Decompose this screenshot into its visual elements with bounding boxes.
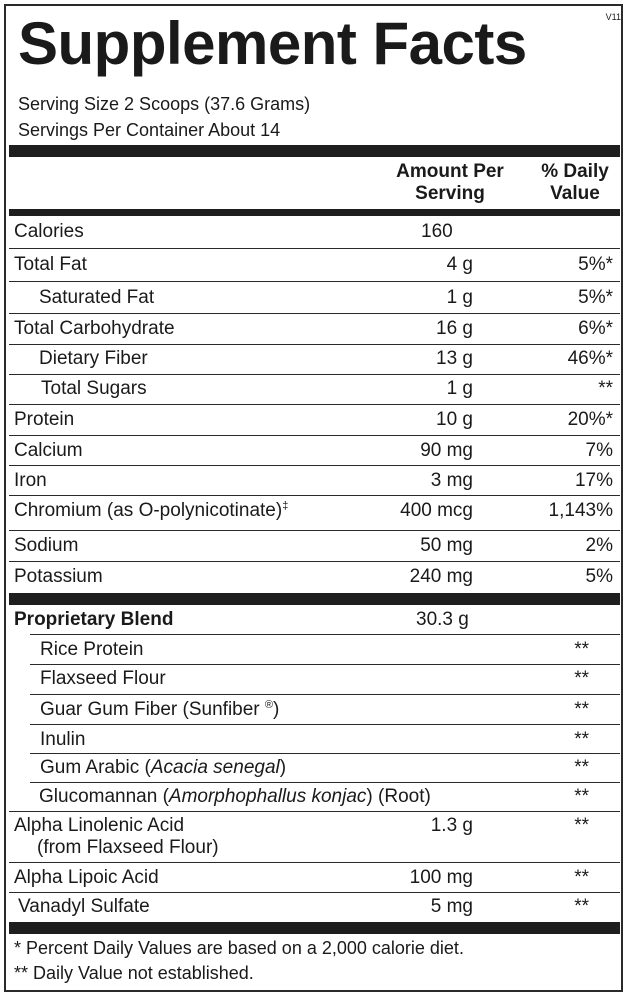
- nutrient-dv: 2%: [585, 535, 613, 556]
- ingredient-name: Inulin: [40, 729, 86, 750]
- ingredient-name: Alpha Lipoic Acid: [14, 867, 159, 888]
- nutrient-name: Dietary Fiber: [39, 348, 148, 369]
- amount-header-line1: Amount Per: [396, 161, 504, 182]
- nutrient-row-potassium: [0, 567, 631, 587]
- panel-title: Supplement Facts: [18, 10, 527, 77]
- arabic-pre: Gum Arabic (: [40, 757, 151, 778]
- double-dagger-mark: ‡: [282, 500, 289, 512]
- blend-row-gum-arabic: [0, 758, 631, 778]
- footnote-not-established: ** Daily Value not established.: [14, 963, 254, 983]
- nutrient-name: Total Carbohydrate: [14, 318, 175, 339]
- nutrient-name: [14, 501, 288, 523]
- ingredient-name: Flaxseed Flour: [40, 668, 166, 689]
- nutrient-name: Sodium: [14, 535, 79, 556]
- nutrient-name: Calcium: [14, 440, 83, 461]
- nutrient-dv: 5%: [585, 566, 613, 587]
- thick-rule-bottom: [9, 922, 620, 934]
- ingredient-name: [40, 700, 279, 722]
- serving-size: Serving Size 2 Scoops (37.6 Grams): [18, 94, 311, 114]
- nutrient-dv: 6%*: [578, 318, 613, 339]
- ingredient-name-line1: Alpha Linolenic Acid: [14, 815, 185, 836]
- nutrient-amount: 13 g: [436, 348, 473, 369]
- guar-close: ): [273, 699, 280, 720]
- nutrient-row-saturated-fat: [0, 288, 631, 308]
- nutrient-dv: 46%*: [567, 348, 613, 369]
- row-divider: [30, 724, 620, 725]
- row-divider: [9, 281, 620, 282]
- ingredient-dv: **: [574, 867, 589, 888]
- nutrient-row-sodium: [0, 536, 631, 556]
- row-divider: [30, 782, 620, 783]
- blend-row-guar-gum: [0, 700, 631, 720]
- servings-per-container: Servings Per Container About 14: [18, 120, 281, 140]
- row-divider: [9, 435, 620, 436]
- nutrient-row-calories: [0, 222, 631, 242]
- row-divider: [9, 465, 620, 466]
- row-divider: [9, 561, 620, 562]
- nutrient-row-calcium: [0, 441, 631, 461]
- ingredient-amount: 1.3 g: [430, 815, 473, 836]
- row-divider: [30, 753, 620, 754]
- ingredient-dv: **: [574, 757, 589, 778]
- blend-row-glucomannan: [0, 787, 631, 807]
- nutrient-dv: 20%*: [567, 409, 613, 430]
- nutrient-row-total-sugars: [0, 379, 631, 399]
- nutrient-row-total-carbohydrate: [0, 319, 631, 339]
- row-divider: [9, 862, 620, 863]
- arabic-latin-name: Acacia senegal: [150, 757, 280, 778]
- blend-row-inulin: [0, 730, 631, 750]
- ingredient-name: [39, 787, 431, 807]
- nutrient-amount: 4 g: [446, 254, 473, 275]
- ingredient-dv: **: [574, 639, 589, 660]
- ingredient-name: Rice Protein: [40, 639, 144, 660]
- ingredient-name-line2: (from Flaxseed Flour): [37, 837, 219, 858]
- ingredient-dv: **: [574, 668, 589, 689]
- blend-amount: 30.3 g: [416, 609, 469, 630]
- row-divider: [9, 313, 620, 314]
- thick-rule-top: [9, 145, 620, 157]
- ingredient-dv: **: [574, 786, 589, 807]
- row-divider: [9, 374, 620, 375]
- nutrient-row-chromium: [0, 501, 631, 521]
- blend-row-rice-protein: [0, 640, 631, 660]
- nutrient-amount: 160: [421, 221, 453, 242]
- ingredient-name: [40, 758, 286, 778]
- nutrient-dv: 5%*: [578, 287, 613, 308]
- amount-header-line2: Serving: [415, 183, 485, 204]
- row-divider: [30, 694, 620, 695]
- row-divider: [30, 634, 620, 635]
- blend-row-flaxseed-flour: [0, 669, 631, 689]
- dv-header-line2: Value: [550, 183, 600, 204]
- daily-value-header: [530, 161, 620, 205]
- nutrient-name: Protein: [14, 409, 75, 430]
- gluco-latin-name: Amorphophallus konjac: [168, 786, 367, 807]
- nutrient-amount: 3 mg: [430, 470, 473, 491]
- nutrient-name: Saturated Fat: [39, 287, 155, 308]
- nutrient-dv: **: [598, 378, 613, 399]
- row-divider: [9, 530, 620, 531]
- chromium-label: Chromium (as O-polynicotinate): [14, 500, 283, 521]
- other-row-alpha-lipoic: [0, 868, 631, 888]
- nutrient-row-iron: [0, 471, 631, 491]
- other-row-alpha-linolenic: [0, 816, 631, 860]
- ingredient-dv: **: [574, 815, 589, 836]
- gluco-post: ) (Root): [366, 786, 431, 807]
- nutrient-amount: 10 g: [436, 409, 473, 430]
- gluco-pre: Glucomannan (: [39, 786, 169, 807]
- thick-rule-header: [9, 209, 620, 216]
- blend-row-proprietary: [0, 610, 631, 630]
- row-divider: [9, 344, 620, 345]
- nutrient-row-dietary-fiber: [0, 349, 631, 369]
- footnote-daily-values: * Percent Daily Values are based on a 2,000 calorie diet.: [14, 938, 464, 958]
- nutrient-amount: 50 mg: [420, 535, 473, 556]
- nutrient-amount: 1 g: [446, 378, 473, 399]
- dv-header-line1: % Daily: [541, 161, 609, 182]
- ingredient-dv: **: [574, 729, 589, 750]
- guar-label: Guar Gum Fiber (Sunfiber: [40, 699, 260, 720]
- row-divider: [9, 811, 620, 812]
- nutrient-name: Iron: [14, 470, 47, 491]
- nutrient-name: Total Fat: [14, 254, 87, 275]
- ingredient-amount: 100 mg: [409, 867, 473, 888]
- row-divider: [9, 248, 620, 249]
- nutrient-amount: 16 g: [436, 318, 473, 339]
- nutrient-amount: 90 mg: [420, 440, 473, 461]
- nutrient-amount: 240 mg: [409, 566, 473, 587]
- version-code: V11: [605, 12, 621, 22]
- nutrient-name: Total Sugars: [41, 378, 147, 399]
- nutrient-amount: 1 g: [446, 287, 473, 308]
- nutrient-row-protein: [0, 410, 631, 430]
- row-divider: [30, 664, 620, 665]
- nutrient-dv: 17%: [574, 470, 613, 491]
- ingredient-amount: 5 mg: [430, 896, 473, 917]
- registered-mark: ®: [264, 699, 274, 711]
- ingredient-name: Vanadyl Sulfate: [18, 896, 150, 917]
- nutrient-dv: 1,143%: [548, 500, 613, 521]
- nutrient-amount: 400 mcg: [400, 500, 473, 521]
- other-row-vanadyl-sulfate: [0, 897, 631, 917]
- row-divider: [9, 404, 620, 405]
- ingredient-dv: **: [574, 699, 589, 720]
- nutrient-name: Potassium: [14, 566, 103, 587]
- amount-per-serving-header: [385, 161, 515, 205]
- thick-rule-blend: [9, 593, 620, 605]
- arabic-post: ): [279, 757, 287, 778]
- nutrient-row-total-fat: [0, 255, 631, 275]
- row-divider: [9, 495, 620, 496]
- blend-name: Proprietary Blend: [14, 609, 174, 630]
- nutrient-name: Calories: [14, 221, 84, 242]
- ingredient-dv: **: [574, 896, 589, 917]
- row-divider: [9, 892, 620, 893]
- nutrient-dv: 7%: [585, 440, 613, 461]
- nutrient-dv: 5%*: [578, 254, 613, 275]
